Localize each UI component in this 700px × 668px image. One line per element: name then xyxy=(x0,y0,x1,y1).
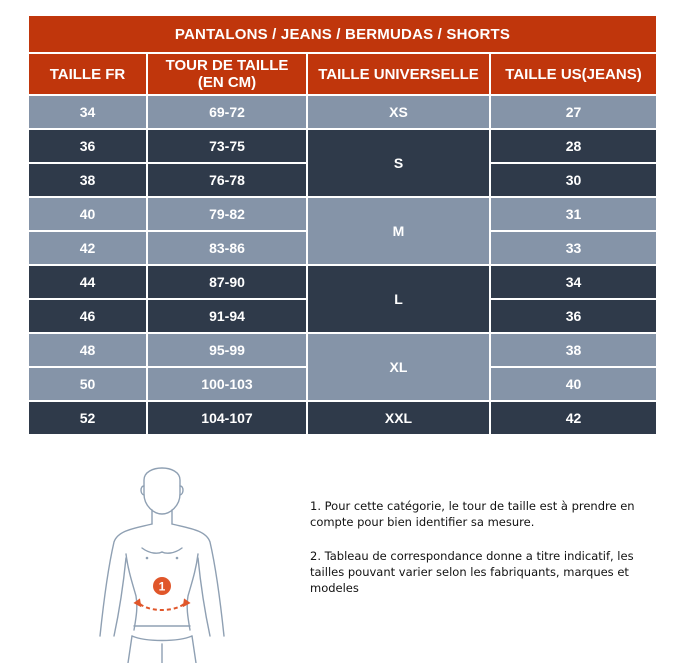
body-waist-measure-icon xyxy=(92,458,232,663)
cell-waist: 69-72 xyxy=(147,95,307,129)
note-1: 1. Pour cette catégorie, le tour de taille est à prendre en compte pour bien identifier sa mesure. xyxy=(310,499,635,529)
table-row xyxy=(28,197,657,231)
cell-waist: 79-82 xyxy=(147,197,307,231)
cell-us: 34 xyxy=(490,265,657,299)
cell-fr: 34 xyxy=(28,95,147,129)
cell-fr: 44 xyxy=(28,265,147,299)
cell-us: 40 xyxy=(490,367,657,401)
table-title: PANTALONS / JEANS / BERMUDAS / SHORTS xyxy=(28,15,657,53)
header-waist-line2: (EN CM) xyxy=(197,74,257,91)
cell-fr: 36 xyxy=(28,129,147,163)
notes-block xyxy=(310,498,640,614)
cell-waist: 91-94 xyxy=(147,299,307,333)
table-row xyxy=(28,129,657,163)
cell-waist: 83-86 xyxy=(147,231,307,265)
cell-waist: 87-90 xyxy=(147,265,307,299)
cell-us: 27 xyxy=(490,95,657,129)
cell-waist: 100-103 xyxy=(147,367,307,401)
cell-us: 38 xyxy=(490,333,657,367)
header-taille-us: TAILLE US(JEANS) xyxy=(490,53,657,95)
cell-universal: XL xyxy=(307,333,490,401)
cell-us: 28 xyxy=(490,129,657,163)
cell-waist: 76-78 xyxy=(147,163,307,197)
table-row xyxy=(28,333,657,367)
cell-waist: 73-75 xyxy=(147,129,307,163)
header-tour-de-taille xyxy=(147,53,307,95)
size-chart-table xyxy=(27,14,656,436)
header-taille-fr: TAILLE FR xyxy=(28,53,147,95)
marker-number: 1 xyxy=(158,579,166,594)
cell-fr: 48 xyxy=(28,333,147,367)
header-waist-line1: TOUR DE TAILLE xyxy=(165,57,289,74)
cell-universal: M xyxy=(307,197,490,265)
cell-fr: 46 xyxy=(28,299,147,333)
cell-fr: 50 xyxy=(28,367,147,401)
cell-us: 33 xyxy=(490,231,657,265)
cell-universal: XXL xyxy=(307,401,490,435)
cell-universal: L xyxy=(307,265,490,333)
cell-fr: 52 xyxy=(28,401,147,435)
cell-us: 30 xyxy=(490,163,657,197)
header-taille-universelle: TAILLE UNIVERSELLE xyxy=(307,53,490,95)
cell-fr: 38 xyxy=(28,163,147,197)
cell-fr: 40 xyxy=(28,197,147,231)
cell-universal: S xyxy=(307,129,490,197)
cell-us: 42 xyxy=(490,401,657,435)
cell-waist: 95-99 xyxy=(147,333,307,367)
cell-waist: 104-107 xyxy=(147,401,307,435)
cell-us: 36 xyxy=(490,299,657,333)
cell-fr: 42 xyxy=(28,231,147,265)
note-2: 2. Tableau de correspondance donne a titre indicatif, les tailles pouvant varier selon les fabriquants, marques et modeles xyxy=(310,549,634,595)
table-row xyxy=(28,95,657,129)
cell-universal: XS xyxy=(307,95,490,129)
table-row xyxy=(28,401,657,435)
cell-us: 31 xyxy=(490,197,657,231)
table-row xyxy=(28,265,657,299)
body-outline-illustration xyxy=(92,458,232,663)
